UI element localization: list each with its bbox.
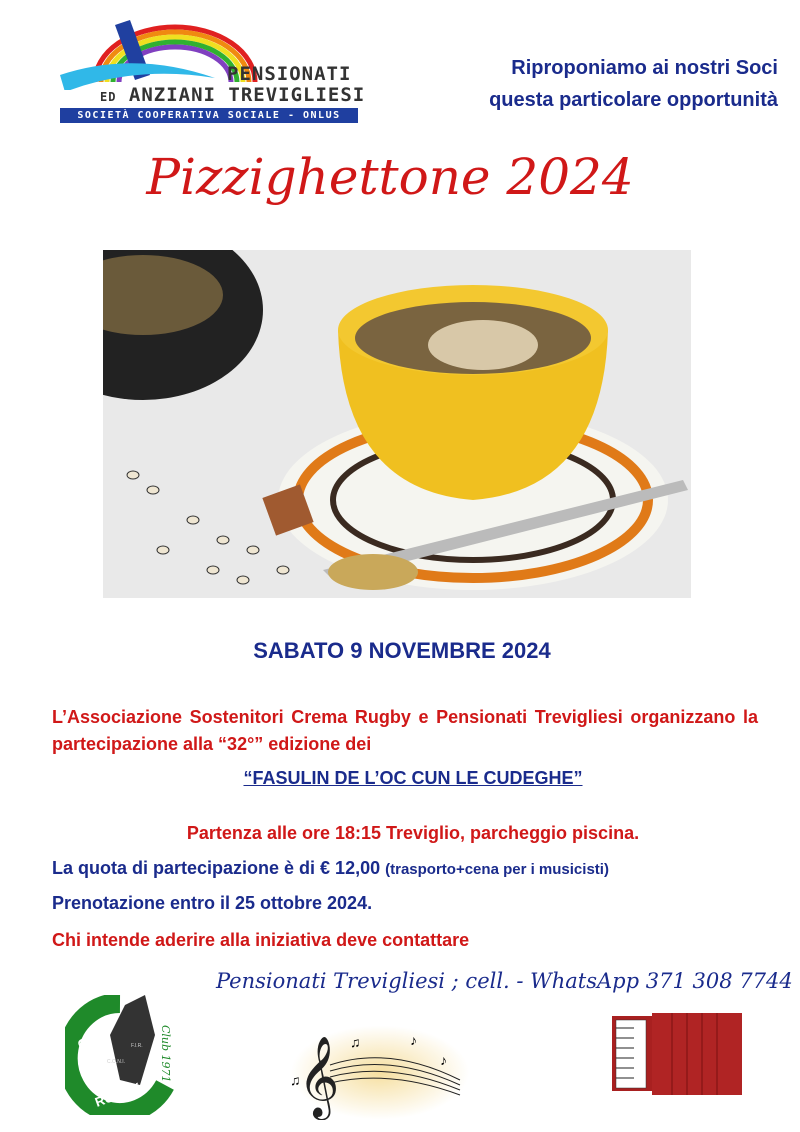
svg-text:RUGBY: RUGBY: [92, 1079, 143, 1110]
event-name: “FASULIN DE L’OC CUN LE CUDEGHE”: [243, 768, 583, 788]
soup-photo: [103, 250, 691, 598]
svg-text:Club 1971: Club 1971: [159, 1025, 172, 1083]
contact-info: Pensionati Trevigliesi ; cell. - WhatsApp 371 308 7744: [216, 969, 793, 993]
description-paragraph: L’Associazione Sostenitori Crema Rugby e Pensionati Trevigliesi organizzano la partecipazione alla “32°” edizione dei: [52, 707, 758, 754]
svg-text:♫: ♫: [290, 1072, 301, 1088]
logo-line-3: SOCIETÀ COOPERATIVA SOCIALE - ONLUS: [60, 108, 358, 123]
svg-text:♪: ♪: [440, 1052, 447, 1068]
association-logo: [55, 20, 366, 122]
logo-line-1: PENSIONATI: [227, 63, 352, 85]
join-info: Chi intende aderire alla iniziativa deve contattare: [52, 930, 470, 950]
svg-text:𝄞: 𝄞: [298, 1035, 340, 1117]
svg-text:♫: ♫: [350, 1034, 361, 1050]
booking-deadline: Prenotazione entro il 25 ottobre 2024.: [52, 893, 373, 913]
music-notes-icon: [290, 1025, 470, 1120]
logo-line-2: ED ANZIANI TREVIGLIESI: [100, 84, 366, 106]
svg-text:CREMA: CREMA: [74, 1035, 105, 1086]
svg-text:♪: ♪: [410, 1032, 417, 1048]
svg-text:C.O.N.I.: C.O.N.I.: [107, 1059, 126, 1065]
svg-text:F.I.R.: F.I.R.: [131, 1043, 143, 1049]
page-title: Pizzighettone 2024: [146, 148, 634, 206]
fee-info: La quota di partecipazione è di € 12,00 (trasporto+cena per i musicisti): [52, 858, 609, 878]
accordion-icon: [612, 1008, 747, 1103]
intro-text: Riproponiamo ai nostri Soci questa particolare opportunità: [489, 57, 778, 111]
departure-info: Partenza alle ore 18:15 Treviglio, parcheggio piscina.: [186, 823, 640, 843]
event-date: SABATO 9 NOVEMBRE 2024: [253, 638, 551, 663]
crema-rugby-logo: [65, 995, 175, 1115]
